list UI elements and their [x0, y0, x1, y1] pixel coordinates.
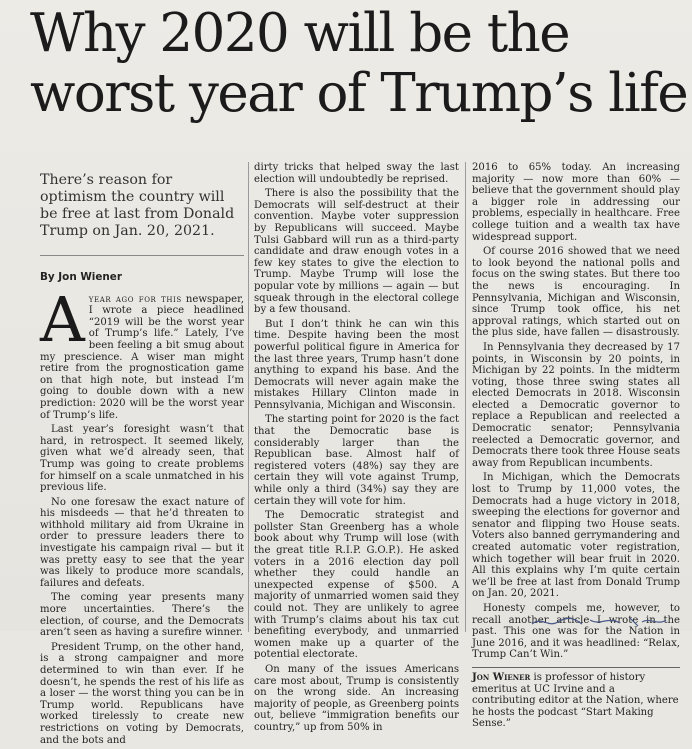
paragraph: Honesty compels me, however, to recall another article I wrote in the past. This one was for the Nation in June 2016, and it was headlined: “Relax, Trump Can’t Win.” [472, 602, 680, 661]
column-3 [472, 162, 680, 733]
paragraph: The coming year presents many more uncertainties. There’s the election, of course, and the Democrats aren’t seen as having a surefire winner. [40, 592, 244, 639]
paragraph: The Democratic strategist and pollster Stan Greenberg has a whole book about why Trump will lose (with the great title R.I.P. G.O.P.). He asked voters in a 2016 election day poll whether they could handle an unexpected expense of $500. A majority of unmarried women said they could not. They are unlikely to agree with Trump’s claims about his tax cut benefiting everybody, and unmarried women make up a quarter of the potential electorate. [254, 510, 459, 661]
column-2 [254, 162, 459, 737]
byline: By Jon Wiener [40, 271, 122, 283]
paragraph: President Trump, on the other hand, is a strong campaigner and more determined to win than ever. If he doesn’t, he spends the rest of his life as a loser — the worst thing you can be in Trump world. Republicans have worked tirelessly to create new restrictions on voting by Democrats, and the bots and [40, 641, 244, 746]
paragraph: There is also the possibility that the Democrats will self-destruct at their convention. Maybe voter suppression by Republicans will succeed. Maybe Tulsi Gabbard will run as a third-party candidate and draw enough votes in a few key states to give the election to Trump. Maybe Trump will lose the popular vote by millions — again — but squeak through in the electoral college by a few thousand. [254, 188, 459, 316]
column-divider [248, 162, 249, 632]
paragraph: But I don’t think he can win this time. Despite having been the most powerful political figure in America for the last three years, Trump hasn’t done anything to expand his base. And the Democrats will never again make the mistakes Hillary Clinton made in Pennsylvania, Michigan and Wisconsin. [254, 318, 459, 411]
paragraph: No one foresaw the exact nature of his misdeeds — that he’d threaten to withhold military aid from Ukraine in order to pressure leaders there to investigate his campaign rival — but it was pretty easy to see that the year was likely to produce more scandals, failures and defeats. [40, 496, 244, 589]
paragraph: In Pennsylvania they decreased by 17 points, in Wisconsin by 20 points, in Michigan by 22 points. In the midterm voting, those three swing states all elected Democrats in 2018. Wisconsin elected a Democratic governor to replace a Republican and reelected a Democratic senator; Pennsylvania reelected a Democratic governor, and Democrats there took three House seats away from Republican incumbents. [472, 341, 680, 469]
paragraph-continuation: 2016 to 65% today. An increasing majority — now more than 60% — believe that the government should play a bigger role in addressing our problems, especially in healthcare. Free college tuition and a wealth tax have widespread support. [472, 162, 680, 243]
handwriting-mark [530, 614, 670, 630]
paragraph: The starting point for 2020 is the fact that the Democratic base is considerably larger than the Republican base. Almost half of registered voters (48%) say they are certain they will vote against Trump, while only a third (34%) say they are certain they will vote for him. [254, 414, 459, 507]
paragraph: In Michigan, which the Democrats lost to Trump by 11,000 votes, the Democrats had a huge victory in 2018, sweeping the elections for governor and senator and flipping two House seats. Voters also banned gerrymandering and created automatic voter registration, which together will bear fruit in 2020. All this explains why I’m quite certain we’ll be free at last from Donald Trump on Jan. 20, 2021. [472, 472, 680, 600]
headline-line-1: Why 2020 will be the [30, 3, 570, 64]
paragraph-continuation: dirty tricks that helped sway the last election will undoubtedly be reprised. [254, 162, 459, 185]
bio-text: is professor of history emeritus at UC Irvine and a contributing editor at the Nation, where he hosts the podcast “Start Making Sense.” [472, 671, 679, 730]
author-bio [472, 667, 680, 730]
paragraph: Of course 2016 showed that we need to look beyond the national polls and focus on the swing states. But there too the news is encouraging. In Pennsylvania, Michigan and Wisconsin, since Trump took office, his net approval ratings, which started out on the plus side, have fallen — disastrously. [472, 246, 680, 339]
paragraph: Last year’s foresight wasn’t that hard, in retrospect. It seemed likely, given what we’d already seen, that Trump was going to create problems for himself on a scale unmatched in his previous life. [40, 424, 244, 494]
lead-text: newspaper, I wrote a piece headlined “2019 will be the worst year of Trump’s life.” Lately, I’ve been feeling a bit smug about my prescience. A wiser man might retire from the prognostication game on that high note, but instead I’m going to double down with a new prediction: 2020 will be the worst year of Trump’s life. [40, 293, 245, 421]
lead-paragraph [40, 282, 245, 422]
paragraph: On many of the issues Americans care most about, Trump is consistently on the wrong side. An increasing majority of people, as Greenberg points out, believe “immigration benefits our country,” up from 50% in [254, 663, 459, 733]
lead-smallcaps: year ago for this [88, 293, 182, 305]
column-divider [465, 162, 466, 632]
article-deck: There’s reason for optimism the country will be free at last from Donald Trump on Jan. 20, 2021. [40, 172, 244, 256]
headline [30, 3, 688, 124]
drop-cap: A [40, 282, 85, 356]
column-1 [40, 172, 244, 749]
headline-line-2: worst year of Trump’s life [30, 63, 688, 124]
bio-name: Jon Wiener [472, 671, 531, 683]
